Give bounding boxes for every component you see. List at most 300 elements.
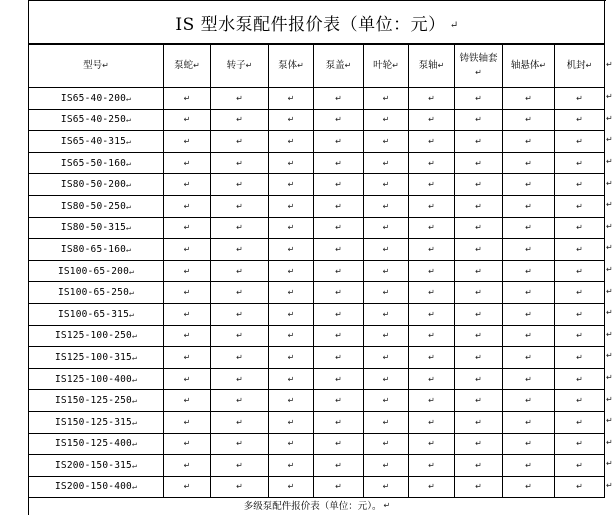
table-row xyxy=(29,131,605,153)
paragraph-mark-icon: ↵ xyxy=(287,158,295,168)
price-cell[interactable] xyxy=(269,239,314,261)
footer-caption xyxy=(29,495,605,515)
price-cell[interactable] xyxy=(409,109,455,131)
model-cell[interactable] xyxy=(29,411,164,433)
paragraph-mark-icon: ↵ xyxy=(576,396,583,406)
price-cell[interactable] xyxy=(503,239,555,261)
price-cell[interactable] xyxy=(409,88,455,110)
paragraph-mark-icon: ↵ xyxy=(236,309,243,319)
price-cell[interactable] xyxy=(314,411,364,433)
paragraph-mark-icon: ↵ xyxy=(428,136,435,146)
paragraph-mark-icon: ↵ xyxy=(428,396,435,406)
paragraph-mark-icon: ↵ xyxy=(287,396,295,406)
model-name: IS100-65-250 xyxy=(57,287,129,299)
model-cell[interactable] xyxy=(29,174,164,196)
paragraph-mark-icon: ↵ xyxy=(475,460,482,470)
price-cell[interactable] xyxy=(364,282,409,304)
price-cell[interactable] xyxy=(503,217,555,239)
paragraph-mark-icon: ↵ xyxy=(335,223,342,233)
price-cell[interactable] xyxy=(455,88,503,110)
price-cell[interactable] xyxy=(211,152,269,174)
model-name: IS65-40-315 xyxy=(60,135,127,147)
price-cell[interactable] xyxy=(409,239,455,261)
column-header-8 xyxy=(503,45,555,88)
price-cell[interactable] xyxy=(269,390,314,412)
paragraph-mark-icon: ↵ xyxy=(475,93,482,103)
row-end-mark-icon: ↵ xyxy=(606,394,613,404)
price-cell[interactable] xyxy=(409,260,455,282)
model-cell[interactable] xyxy=(29,433,164,455)
price-cell[interactable] xyxy=(314,217,364,239)
price-cell[interactable] xyxy=(269,282,314,304)
price-cell[interactable] xyxy=(409,282,455,304)
column-header-label: 转子 xyxy=(226,60,246,71)
row-end-mark-icon: ↵ xyxy=(606,351,613,361)
paragraph-mark-icon: ↵ xyxy=(475,417,482,427)
price-cell[interactable] xyxy=(455,347,503,369)
price-cell[interactable] xyxy=(211,239,269,261)
price-cell[interactable] xyxy=(314,282,364,304)
price-cell[interactable] xyxy=(364,347,409,369)
price-cell[interactable] xyxy=(164,152,211,174)
price-cell[interactable] xyxy=(164,347,211,369)
model-cell[interactable] xyxy=(29,217,164,239)
price-cell[interactable] xyxy=(269,131,314,153)
paragraph-mark-icon: ↵ xyxy=(428,266,435,276)
price-cell[interactable] xyxy=(314,260,364,282)
price-cell[interactable] xyxy=(269,411,314,433)
paragraph-mark-icon: ↵ xyxy=(183,331,191,341)
price-cell[interactable] xyxy=(555,390,605,412)
model-cell[interactable] xyxy=(29,347,164,369)
price-cell[interactable] xyxy=(503,174,555,196)
price-cell[interactable] xyxy=(211,390,269,412)
table-row xyxy=(29,303,605,325)
price-cell[interactable] xyxy=(269,260,314,282)
price-cell[interactable] xyxy=(364,152,409,174)
row-end-mark-icon: ↵ xyxy=(606,92,613,102)
price-cell[interactable] xyxy=(211,411,269,433)
model-cell[interactable] xyxy=(29,282,164,304)
price-cell[interactable] xyxy=(409,433,455,455)
price-cell[interactable] xyxy=(314,152,364,174)
price-cell[interactable] xyxy=(409,455,455,477)
price-cell[interactable] xyxy=(555,109,605,131)
price-cell[interactable] xyxy=(555,88,605,110)
paragraph-mark-icon: ↵ xyxy=(131,396,137,406)
paragraph-mark-icon: ↵ xyxy=(183,201,191,211)
price-cell[interactable] xyxy=(503,195,555,217)
price-cell[interactable] xyxy=(211,260,269,282)
price-cell[interactable] xyxy=(503,152,555,174)
paragraph-mark-icon: ↵ xyxy=(126,158,132,168)
paragraph-mark-icon: ↵ xyxy=(576,244,583,254)
price-cell[interactable] xyxy=(409,131,455,153)
table-row xyxy=(29,455,605,477)
price-cell[interactable] xyxy=(555,303,605,325)
paragraph-mark-icon: ↵ xyxy=(287,460,295,470)
price-cell[interactable] xyxy=(269,109,314,131)
price-cell[interactable] xyxy=(455,411,503,433)
price-cell[interactable] xyxy=(503,131,555,153)
table-row xyxy=(29,390,605,412)
paragraph-mark-icon: ↵ xyxy=(475,309,482,319)
paragraph-mark-icon: ↵ xyxy=(525,309,532,319)
paragraph-mark-icon: ↵ xyxy=(335,439,342,449)
model-cell[interactable] xyxy=(29,88,164,110)
price-cell[interactable] xyxy=(314,303,364,325)
price-cell[interactable] xyxy=(455,195,503,217)
paragraph-mark-icon: ↵ xyxy=(129,309,135,319)
table-row xyxy=(29,239,605,261)
price-cell[interactable] xyxy=(314,109,364,131)
column-header-label: 机封 xyxy=(566,60,586,71)
price-cell[interactable] xyxy=(269,325,314,347)
price-cell[interactable] xyxy=(455,325,503,347)
price-cell[interactable] xyxy=(364,109,409,131)
price-cell[interactable] xyxy=(211,455,269,477)
paragraph-mark-icon: ↵ xyxy=(335,180,342,190)
price-cell[interactable] xyxy=(455,217,503,239)
paragraph-mark-icon: ↵ xyxy=(576,439,583,449)
price-cell[interactable] xyxy=(503,282,555,304)
paragraph-mark-icon: ↵ xyxy=(335,374,342,384)
paragraph-mark-icon: ↵ xyxy=(428,439,435,449)
price-cell[interactable] xyxy=(269,217,314,239)
paragraph-mark-icon: ↵ xyxy=(183,417,191,427)
paragraph-mark-icon: ↵ xyxy=(475,158,482,168)
price-cell[interactable] xyxy=(555,368,605,390)
price-cell[interactable] xyxy=(211,303,269,325)
header-row xyxy=(29,45,605,88)
price-cell[interactable] xyxy=(314,433,364,455)
model-name: IS150-125-400 xyxy=(55,438,132,450)
price-cell[interactable] xyxy=(455,455,503,477)
price-cell[interactable] xyxy=(455,152,503,174)
price-cell[interactable] xyxy=(164,88,211,110)
price-cell[interactable] xyxy=(555,152,605,174)
model-name: IS100-65-315 xyxy=(57,308,129,320)
price-cell[interactable] xyxy=(503,390,555,412)
price-cell[interactable] xyxy=(409,411,455,433)
price-cell[interactable] xyxy=(555,411,605,433)
price-cell[interactable] xyxy=(164,368,211,390)
price-cell[interactable] xyxy=(503,368,555,390)
price-cell[interactable] xyxy=(455,303,503,325)
model-cell[interactable] xyxy=(29,239,164,261)
paragraph-mark-icon: ↵ xyxy=(428,115,435,125)
price-cell[interactable] xyxy=(164,174,211,196)
paragraph-mark-icon: ↵ xyxy=(525,136,532,146)
price-cell[interactable] xyxy=(455,433,503,455)
price-cell[interactable] xyxy=(409,347,455,369)
price-cell[interactable] xyxy=(555,455,605,477)
paragraph-mark-icon: ↵ xyxy=(129,288,135,298)
price-cell[interactable] xyxy=(314,455,364,477)
model-name: IS125-100-400 xyxy=(55,373,132,385)
paragraph-mark-icon: ↵ xyxy=(576,266,583,276)
price-cell[interactable] xyxy=(211,131,269,153)
price-cell[interactable] xyxy=(409,152,455,174)
price-cell[interactable] xyxy=(164,109,211,131)
price-cell[interactable] xyxy=(164,411,211,433)
price-cell[interactable] xyxy=(314,325,364,347)
model-cell[interactable] xyxy=(29,325,164,347)
paragraph-mark-icon: ↵ xyxy=(236,331,243,341)
paragraph-mark-icon: ↵ xyxy=(236,244,243,254)
paragraph-mark-icon: ↵ xyxy=(236,352,243,362)
paragraph-mark-icon: ↵ xyxy=(475,266,482,276)
table-title xyxy=(29,1,605,44)
column-header-label: 叶轮 xyxy=(373,60,393,71)
price-cell[interactable] xyxy=(211,368,269,390)
paragraph-mark-icon: ↵ xyxy=(525,396,532,406)
price-cell[interactable] xyxy=(314,368,364,390)
paragraph-mark-icon: ↵ xyxy=(236,158,243,168)
model-name: IS125-100-315 xyxy=(55,351,132,363)
price-cell[interactable] xyxy=(455,260,503,282)
price-table xyxy=(28,44,605,498)
price-cell[interactable] xyxy=(503,260,555,282)
paragraph-mark-icon: ↵ xyxy=(383,500,391,510)
column-header-3 xyxy=(269,45,314,88)
price-cell[interactable] xyxy=(211,347,269,369)
model-cell[interactable] xyxy=(29,195,164,217)
price-cell[interactable] xyxy=(314,131,364,153)
price-cell[interactable] xyxy=(364,455,409,477)
price-cell[interactable] xyxy=(364,217,409,239)
paragraph-mark-icon: ↵ xyxy=(183,374,191,384)
price-cell[interactable] xyxy=(164,390,211,412)
price-cell[interactable] xyxy=(269,368,314,390)
price-cell[interactable] xyxy=(555,174,605,196)
table-title-text: IS 型水泵配件报价表（单位：元） xyxy=(175,14,446,35)
paragraph-mark-icon: ↵ xyxy=(126,136,132,146)
price-cell[interactable] xyxy=(503,411,555,433)
price-cell[interactable] xyxy=(455,390,503,412)
price-cell[interactable] xyxy=(555,217,605,239)
price-cell[interactable] xyxy=(503,433,555,455)
price-cell[interactable] xyxy=(314,88,364,110)
price-cell[interactable] xyxy=(164,131,211,153)
price-cell[interactable] xyxy=(364,88,409,110)
paragraph-mark-icon: ↵ xyxy=(428,460,435,470)
price-cell[interactable] xyxy=(364,174,409,196)
price-cell[interactable] xyxy=(409,390,455,412)
paragraph-mark-icon: ↵ xyxy=(576,201,583,211)
paragraph-mark-icon: ↵ xyxy=(236,374,243,384)
price-cell[interactable] xyxy=(364,411,409,433)
row-end-mark-icon: ↵ xyxy=(606,373,613,383)
model-name: IS150-125-250 xyxy=(55,395,132,407)
price-cell[interactable] xyxy=(364,195,409,217)
price-cell[interactable] xyxy=(211,88,269,110)
paragraph-mark-icon: ↵ xyxy=(287,482,295,492)
price-cell[interactable] xyxy=(211,325,269,347)
price-cell[interactable] xyxy=(409,174,455,196)
price-cell[interactable] xyxy=(364,325,409,347)
price-cell[interactable] xyxy=(555,347,605,369)
price-cell[interactable] xyxy=(455,282,503,304)
price-cell[interactable] xyxy=(455,109,503,131)
column-header-label: 轴悬体 xyxy=(510,60,540,71)
paragraph-mark-icon: ↵ xyxy=(576,180,583,190)
price-cell[interactable] xyxy=(314,239,364,261)
paragraph-mark-icon: ↵ xyxy=(525,460,532,470)
price-cell[interactable] xyxy=(211,109,269,131)
price-cell[interactable] xyxy=(364,433,409,455)
price-cell[interactable] xyxy=(364,131,409,153)
price-cell[interactable] xyxy=(269,433,314,455)
paragraph-mark-icon: ↵ xyxy=(236,266,243,276)
row-end-mark-icon: ↵ xyxy=(606,437,613,447)
price-cell[interactable] xyxy=(409,217,455,239)
paragraph-mark-icon: ↵ xyxy=(382,244,390,254)
price-cell[interactable] xyxy=(555,325,605,347)
price-cell[interactable] xyxy=(164,195,211,217)
price-cell[interactable] xyxy=(455,368,503,390)
price-cell[interactable] xyxy=(211,195,269,217)
price-cell[interactable] xyxy=(364,260,409,282)
price-cell[interactable] xyxy=(269,195,314,217)
column-header-label: 泵体 xyxy=(278,60,298,71)
price-cell[interactable] xyxy=(164,433,211,455)
price-cell[interactable] xyxy=(555,433,605,455)
price-cell[interactable] xyxy=(503,455,555,477)
row-end-mark-icon: ↵ xyxy=(606,308,613,318)
table-row xyxy=(29,217,605,239)
price-cell[interactable] xyxy=(503,347,555,369)
paragraph-mark-icon: ↵ xyxy=(183,396,191,406)
row-end-mark-icon: ↵ xyxy=(606,221,613,231)
column-header-6 xyxy=(409,45,455,88)
model-name: IS150-125-315 xyxy=(55,416,132,428)
paragraph-mark-icon: ↵ xyxy=(382,482,390,492)
paragraph-mark-icon: ↵ xyxy=(428,331,435,341)
paragraph-mark-icon: ↵ xyxy=(236,417,243,427)
paragraph-mark-icon: ↵ xyxy=(382,201,390,211)
paragraph-mark-icon: ↵ xyxy=(428,482,435,492)
paragraph-mark-icon: ↵ xyxy=(475,288,482,298)
price-cell[interactable] xyxy=(269,303,314,325)
paragraph-mark-icon: ↵ xyxy=(126,180,132,190)
column-header-label: 铸铁轴套 xyxy=(459,53,498,64)
model-cell[interactable] xyxy=(29,303,164,325)
paragraph-mark-icon: ↵ xyxy=(576,374,583,384)
paragraph-mark-icon: ↵ xyxy=(335,115,342,125)
price-cell[interactable] xyxy=(314,347,364,369)
price-cell[interactable] xyxy=(503,325,555,347)
price-cell[interactable] xyxy=(164,325,211,347)
price-cell[interactable] xyxy=(164,282,211,304)
paragraph-mark-icon: ↵ xyxy=(344,61,352,70)
paragraph-mark-icon: ↵ xyxy=(131,439,137,449)
price-cell[interactable] xyxy=(314,390,364,412)
price-cell[interactable] xyxy=(364,390,409,412)
price-cell[interactable] xyxy=(164,260,211,282)
paragraph-mark-icon: ↵ xyxy=(236,223,243,233)
price-cell[interactable] xyxy=(269,152,314,174)
price-cell[interactable] xyxy=(269,347,314,369)
table-row xyxy=(29,411,605,433)
model-cell[interactable] xyxy=(29,152,164,174)
model-cell[interactable] xyxy=(29,455,164,477)
model-cell[interactable] xyxy=(29,390,164,412)
price-cell[interactable] xyxy=(555,195,605,217)
paragraph-mark-icon: ↵ xyxy=(287,201,295,211)
paragraph-mark-icon: ↵ xyxy=(382,158,390,168)
price-cell[interactable] xyxy=(364,239,409,261)
paragraph-mark-icon: ↵ xyxy=(382,331,390,341)
column-header-2 xyxy=(211,45,269,88)
paragraph-mark-icon: ↵ xyxy=(335,266,342,276)
table-row xyxy=(29,282,605,304)
price-cell[interactable] xyxy=(211,282,269,304)
price-cell[interactable] xyxy=(555,239,605,261)
price-cell[interactable] xyxy=(455,174,503,196)
price-cell[interactable] xyxy=(503,109,555,131)
price-cell[interactable] xyxy=(409,195,455,217)
table-row xyxy=(29,433,605,455)
price-cell[interactable] xyxy=(269,88,314,110)
paragraph-mark-icon: ↵ xyxy=(525,439,532,449)
model-cell[interactable] xyxy=(29,109,164,131)
table-row xyxy=(29,325,605,347)
price-cell[interactable] xyxy=(211,433,269,455)
paragraph-mark-icon: ↵ xyxy=(382,352,390,362)
price-cell[interactable] xyxy=(555,260,605,282)
price-cell[interactable] xyxy=(409,368,455,390)
table-row xyxy=(29,260,605,282)
price-cell[interactable] xyxy=(211,217,269,239)
price-cell[interactable] xyxy=(455,131,503,153)
price-cell[interactable] xyxy=(364,303,409,325)
paragraph-mark-icon: ↵ xyxy=(428,93,435,103)
paragraph-mark-icon: ↵ xyxy=(183,352,191,362)
price-cell[interactable] xyxy=(364,368,409,390)
model-cell[interactable] xyxy=(29,131,164,153)
price-cell[interactable] xyxy=(164,239,211,261)
paragraph-mark-icon: ↵ xyxy=(576,158,583,168)
price-cell[interactable] xyxy=(555,282,605,304)
price-cell[interactable] xyxy=(409,325,455,347)
table-row xyxy=(29,88,605,110)
paragraph-mark-icon: ↵ xyxy=(287,93,295,103)
price-cell[interactable] xyxy=(314,195,364,217)
price-cell[interactable] xyxy=(164,303,211,325)
price-cell[interactable] xyxy=(409,303,455,325)
paragraph-mark-icon: ↵ xyxy=(428,309,435,319)
paragraph-mark-icon: ↵ xyxy=(382,460,390,470)
price-cell[interactable] xyxy=(455,239,503,261)
price-cell[interactable] xyxy=(314,174,364,196)
price-cell[interactable] xyxy=(503,88,555,110)
model-name: IS100-65-200 xyxy=(57,265,129,277)
paragraph-mark-icon: ↵ xyxy=(392,61,399,70)
price-cell[interactable] xyxy=(164,455,211,477)
price-cell[interactable] xyxy=(555,131,605,153)
price-cell[interactable] xyxy=(164,217,211,239)
price-cell[interactable] xyxy=(211,174,269,196)
model-cell[interactable] xyxy=(29,368,164,390)
price-cell[interactable] xyxy=(503,303,555,325)
paragraph-mark-icon: ↵ xyxy=(525,244,532,254)
paragraph-mark-icon: ↵ xyxy=(183,309,191,319)
paragraph-mark-icon: ↵ xyxy=(287,180,295,190)
model-cell[interactable] xyxy=(29,260,164,282)
price-cell[interactable] xyxy=(269,174,314,196)
price-cell[interactable] xyxy=(269,455,314,477)
